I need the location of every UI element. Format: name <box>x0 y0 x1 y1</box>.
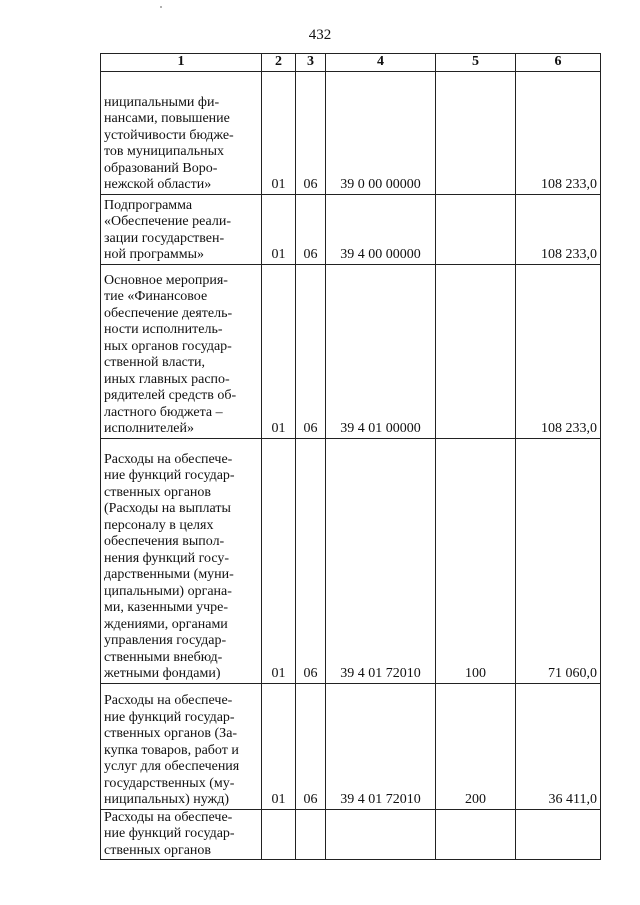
section-code <box>262 809 296 860</box>
table-row <box>101 194 601 264</box>
column-header: 3 <box>296 54 326 72</box>
target-article-code <box>326 809 436 860</box>
column-header: 4 <box>326 54 436 72</box>
expense-type-code: 200 <box>436 683 516 809</box>
target-article-code: 39 4 00 00000 <box>326 194 436 264</box>
table-row <box>101 264 601 438</box>
subsection-code: 06 <box>296 71 326 194</box>
target-article-code: 39 4 01 00000 <box>326 264 436 438</box>
item-name: Основное мероприя- тие «Финансовое обеспечение деятель- ности исполнитель- ных органов государ- ственной власти, иных главных распо- рядителей средств об- ластного бюджета – исполнителей» <box>101 264 262 438</box>
target-article-code: 39 4 01 72010 <box>326 438 436 683</box>
table-header-row <box>101 54 601 72</box>
table-row <box>101 809 601 860</box>
table-row <box>101 71 601 194</box>
subsection-code: 06 <box>296 683 326 809</box>
section-code: 01 <box>262 71 296 194</box>
column-header: 2 <box>262 54 296 72</box>
item-name: Расходы на обеспече- ние функций государ- ственных органов (За- купка товаров, работ и услуг для обеспечения государственных (му- ниципальных) нужд) <box>101 683 262 809</box>
subsection-code: 06 <box>296 264 326 438</box>
scan-speck <box>160 6 162 8</box>
subsection-code: 06 <box>296 438 326 683</box>
page-number: 432 <box>308 27 332 43</box>
amount: 71 060,0 <box>516 438 601 683</box>
amount: 108 233,0 <box>516 71 601 194</box>
item-name: Подпрограмма «Обеспечение реали- зации государствен- ной программы» <box>101 194 262 264</box>
item-name: ниципальными фи- нансами, повышение устойчивости бюдже- тов муниципальных образований Воро- нежской области» <box>101 71 262 194</box>
amount: 36 411,0 <box>516 683 601 809</box>
amount: 108 233,0 <box>516 264 601 438</box>
section-code: 01 <box>262 194 296 264</box>
target-article-code: 39 0 00 00000 <box>326 71 436 194</box>
column-header: 5 <box>436 54 516 72</box>
table-row <box>101 683 601 809</box>
subsection-code <box>296 809 326 860</box>
table-row <box>101 438 601 683</box>
section-code: 01 <box>262 683 296 809</box>
amount <box>516 809 601 860</box>
amount: 108 233,0 <box>516 194 601 264</box>
budget-table <box>100 53 601 860</box>
expense-type-code <box>436 264 516 438</box>
expense-type-code <box>436 71 516 194</box>
expense-type-code <box>436 194 516 264</box>
item-name: Расходы на обеспече- ние функций государ- ственных органов (Расходы на выплаты персоналу в целях обеспечения выпол- нения функций госу- дарственными (муни- ципальными) органа- ми, казенными учре- ждениями, органами управления государ- ственными внебюд- жетными фондами) <box>101 438 262 683</box>
section-code: 01 <box>262 264 296 438</box>
expense-type-code: 100 <box>436 438 516 683</box>
column-header: 6 <box>516 54 601 72</box>
section-code: 01 <box>262 438 296 683</box>
column-header: 1 <box>101 54 262 72</box>
expense-type-code <box>436 809 516 860</box>
subsection-code: 06 <box>296 194 326 264</box>
item-name: Расходы на обеспече- ние функций государ- ственных органов <box>101 809 262 860</box>
target-article-code: 39 4 01 72010 <box>326 683 436 809</box>
